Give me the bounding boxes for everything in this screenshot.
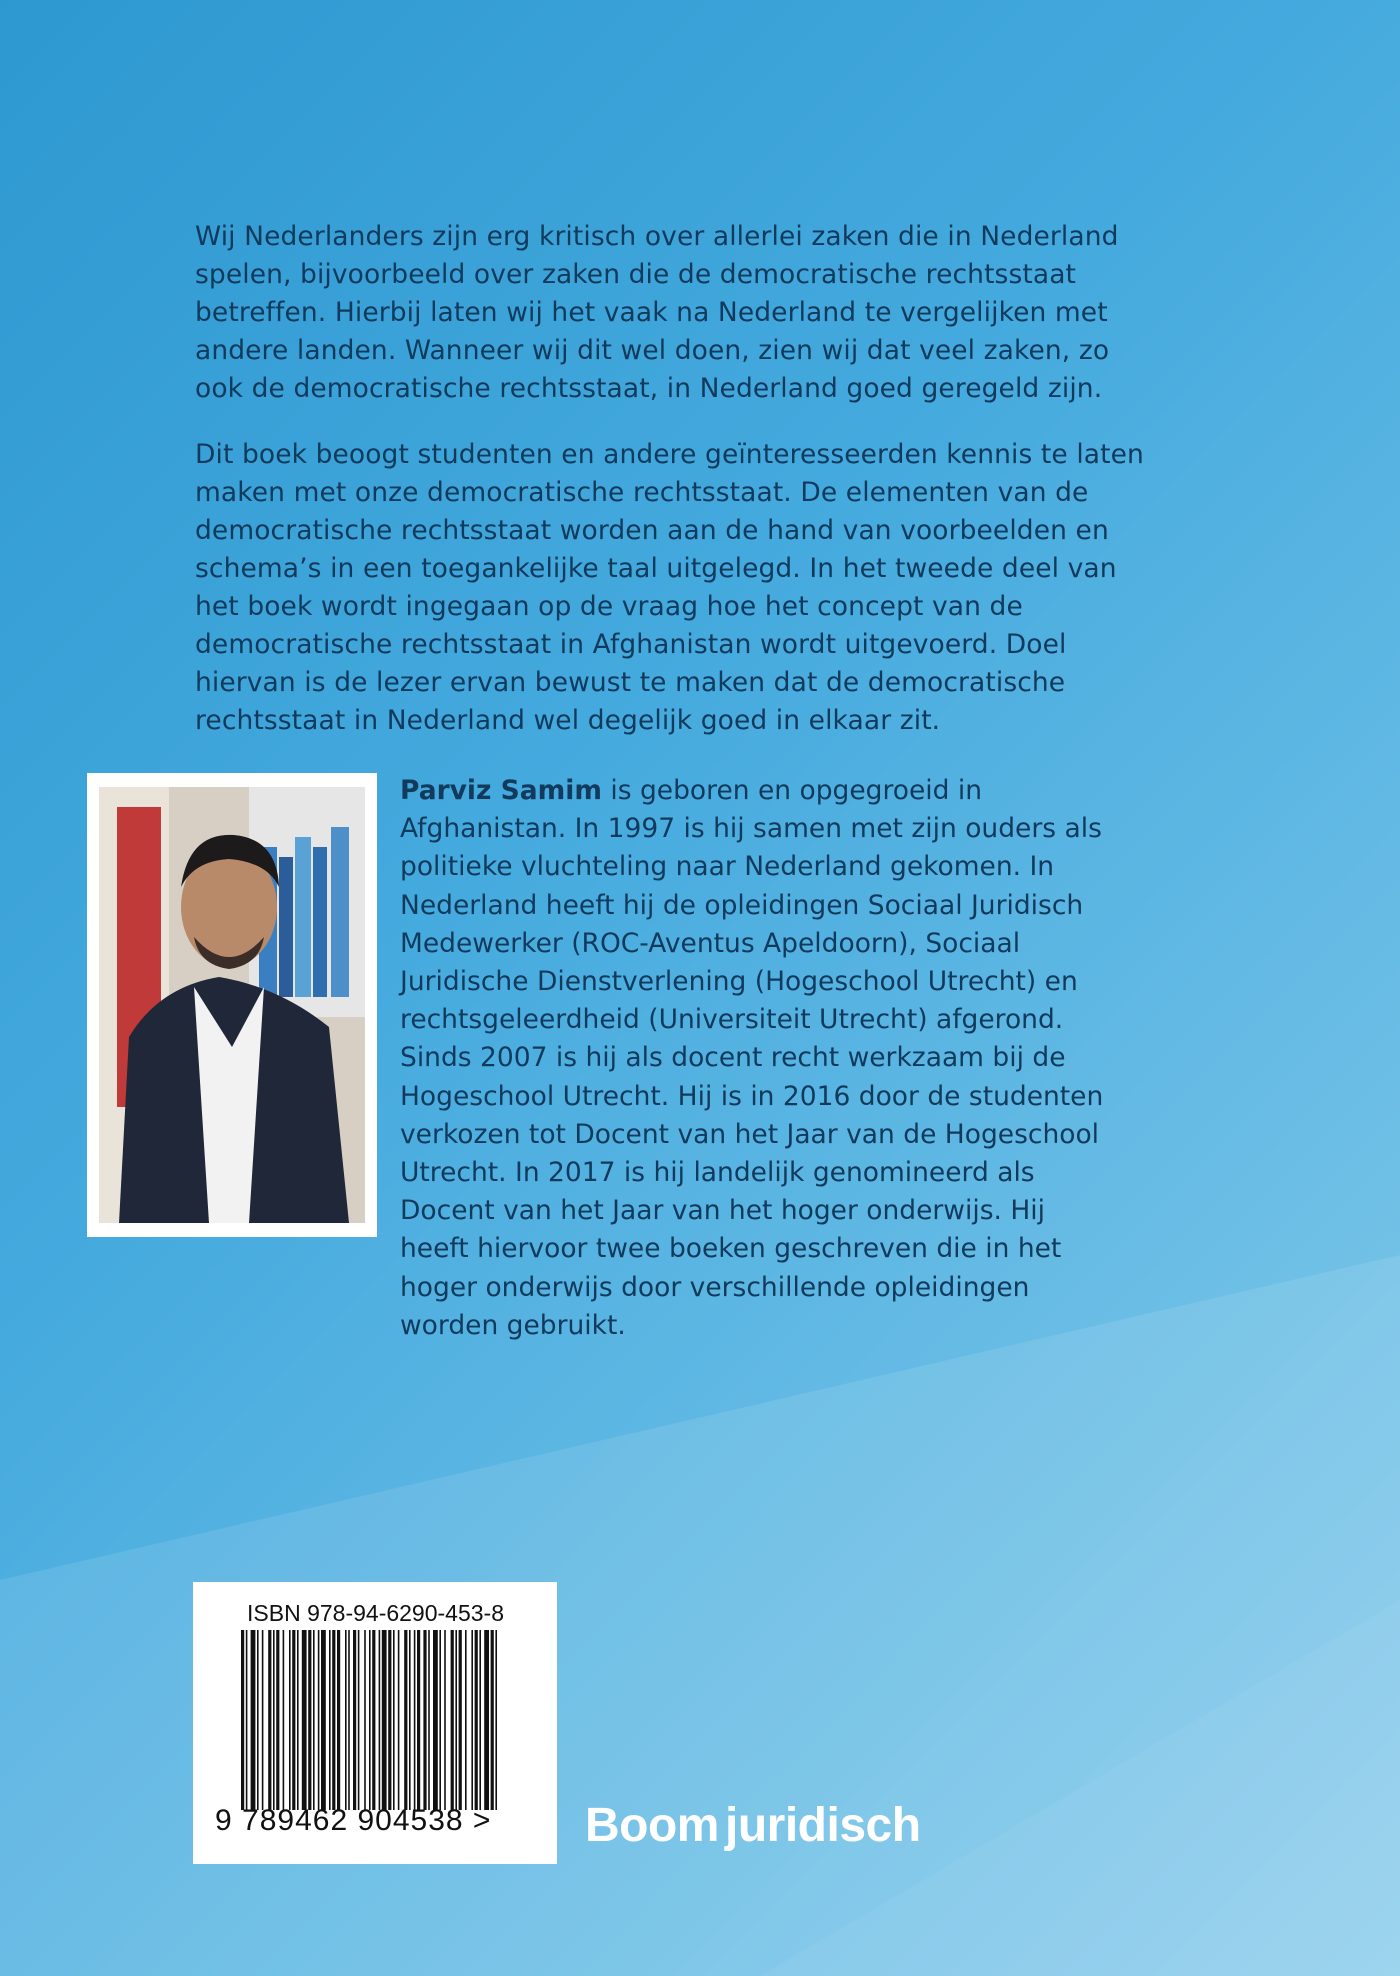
author-photo: [87, 773, 377, 1237]
publisher-logo: [585, 1798, 921, 1853]
barcode-bar: [471, 1630, 473, 1810]
barcode-bar: [484, 1630, 489, 1810]
isbn-digits: 9 789462 904538 >: [215, 1804, 492, 1837]
barcode-bar: [382, 1630, 387, 1810]
barcode-bar: [297, 1630, 299, 1810]
barcode-bar: [455, 1630, 457, 1810]
isbn-label: ISBN 978-94-6290-453-8: [247, 1600, 504, 1626]
isbn-barcode: [193, 1582, 557, 1864]
barcode-bar: [345, 1630, 347, 1810]
barcode-bar: [273, 1630, 275, 1810]
barcode-bar: [321, 1630, 326, 1810]
barcode-bar: [372, 1630, 375, 1810]
barcode-bar: [358, 1630, 360, 1810]
barcode-bar: [475, 1630, 478, 1810]
barcode-bar: [451, 1630, 454, 1810]
barcode-bar: [262, 1630, 264, 1810]
barcode-bar: [332, 1630, 335, 1810]
description-paragraph: Dit boek beoogt studenten en andere geïnteresseerden kennis te laten maken met onze democratische rechtsstaat. De elementen van de democratische rechtsstaat worden aan de hand van voorbeelden en schema’s in een toegankelijke taal uitgelegd. In het tweede deel van het boek wordt ingegaan op de vraag hoe het concept van de democratische rechtsstaat in Afghanistan wordt uitgevoerd. Doel hiervan is de lezer ervan bewust te maken dat de democratische rechtsstaat in Nederland wel degelijk goed in elkaar zit.: [195, 439, 1144, 736]
author-bio-text: is geboren en opgegroeid in Afghanistan. In 1997 is hij samen met zijn ouders als politieke vluchteling naar Nederland gekomen. In Nederland heeft hij de opleidingen Sociaal Juridisch Medewerker (ROC-Aventus Apeldoorn), Sociaal Juridische Dienstverlening (Hogeschool Utrecht) en rechtsgeleerdheid (Universiteit Utrecht) afgerond. Sinds 2007 is hij als docent recht werkzaam bij de Hogeschool Utrecht. Hij is in 2016 door de studenten verkozen tot Docent van het Jaar van de Hogeschool Utrecht. In 2017 is hij landelijk genomineerd als Docent van het Jaar van het hoger onderwijs. Hij heeft hiervoor twee boeken geschreven die in het hoger onderwijs door verschillende opleidingen worden gebruikt.: [400, 775, 1104, 1341]
barcode-bar: [257, 1630, 259, 1810]
barcode-bar: [417, 1630, 420, 1810]
barcode-bar: [348, 1630, 350, 1810]
barcode-bar: [283, 1630, 285, 1810]
barcode-bar: [318, 1630, 320, 1810]
barcode-bar: [276, 1630, 279, 1810]
intro-paragraph: Wij Nederlanders zijn erg kritisch over allerlei zaken die in Nederland spelen, bijvoorbeeld over zaken die de democratische rechtsstaat betreffen. Hierbij laten wij het vaak na Nederland te vergelijken met andere landen. Wanneer wij dit wel doen, zien wij dat veel zaken, zo ook de democratische rechtsstaat, in Nederland goed geregeld zijn.: [195, 221, 1119, 404]
barcode-bar: [379, 1630, 381, 1810]
barcode-bar: [393, 1630, 395, 1810]
author-bio: [400, 772, 1120, 1345]
barcode-bars: [241, 1630, 497, 1810]
barcode-bar: [251, 1630, 256, 1810]
publisher-name-part-1: Boom: [585, 1799, 719, 1852]
barcode-bar: [369, 1630, 371, 1810]
author-name: Parviz Samim: [400, 775, 602, 806]
barcode-bar: [459, 1630, 462, 1810]
barcode-bar: [329, 1630, 331, 1810]
barcode-bar: [433, 1630, 438, 1810]
barcode-bar: [353, 1630, 356, 1810]
barcode-bar: [308, 1630, 311, 1810]
barcode-bar: [444, 1630, 446, 1810]
barcode-bar: [302, 1630, 307, 1810]
barcode-bar: [398, 1630, 400, 1810]
barcode-bar: [428, 1630, 430, 1810]
barcode-bar: [439, 1630, 441, 1810]
barcode-bar: [479, 1630, 481, 1810]
author-portrait-image: [99, 787, 365, 1223]
barcode-bar: [292, 1630, 295, 1810]
barcode-bar: [246, 1630, 248, 1810]
barcode-bar: [313, 1630, 315, 1810]
barcode-bar: [414, 1630, 416, 1810]
barcode-bar: [465, 1630, 467, 1810]
barcode-bar: [241, 1630, 244, 1810]
publisher-name-part-2: juridisch: [724, 1799, 921, 1852]
barcode-bar: [495, 1630, 497, 1810]
barcode-bar: [409, 1630, 411, 1810]
barcode-bar: [388, 1630, 391, 1810]
barcode-bar: [289, 1630, 291, 1810]
barcode-bar: [423, 1630, 426, 1810]
barcode-bar: [491, 1630, 494, 1810]
barcode-bar: [364, 1630, 366, 1810]
barcode-bar: [337, 1630, 340, 1810]
barcode-bar: [404, 1630, 407, 1810]
barcode-bar: [268, 1630, 271, 1810]
